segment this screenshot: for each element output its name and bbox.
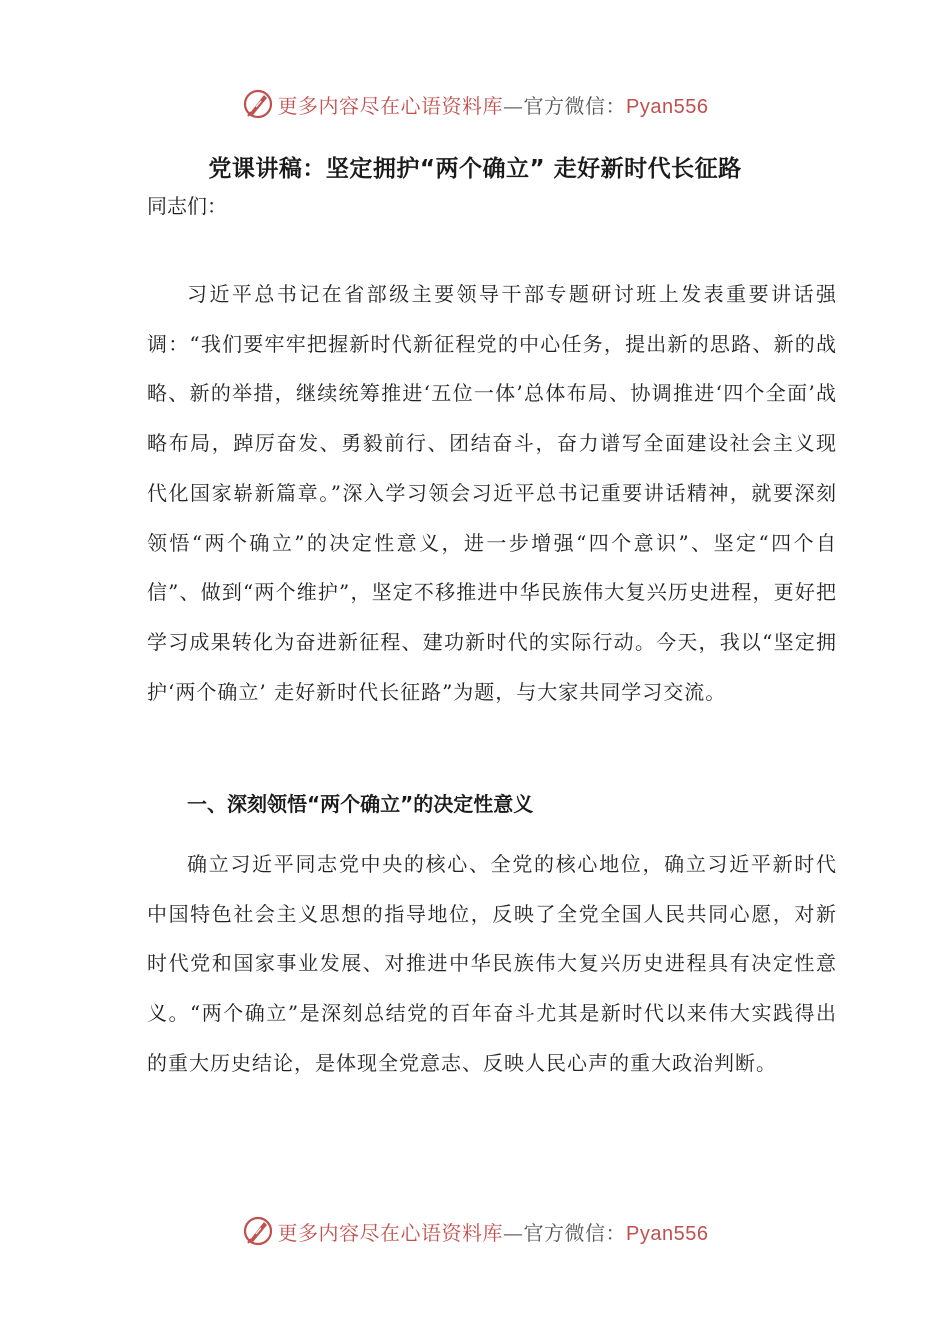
banner-slogan: 更多内容尽在心语资料库: [277, 93, 504, 118]
document-title: 党课讲稿：坚定拥护“两个确立” 走好新时代长征路: [208, 156, 742, 182]
banner-dash: —: [503, 93, 524, 118]
footer-banner: [0, 1211, 950, 1251]
greeting: 同志们：: [147, 194, 227, 218]
header-banner: [0, 84, 950, 124]
section-heading-1: 一、深刻领悟“两个确立”的决定性意义: [187, 792, 534, 816]
body-paragraph-1: 习近平总书记在省部级主要领导干部专题研讨班上发表重要讲话强调：“我们要牢牢把握新时代新征程党的中心任务，提出新的思路、新的战略、新的举措，继续统筹推进‘五位一体’总体布局、协调推进‘四个全面’战略布局，踔厉奋发、勇毅前行、团结奋斗，奋力谱写全面建设社会主义现代化国家崭新篇章。”深入学习领会习近平总书记重要讲话精神，就要深刻领悟“两个确立”的决定性意义，进一步增强“四个意识”、坚定“四个自信”、做到“两个维护”，坚定不移推进中华民族伟大复兴历史进程，更好把学习成果转化为奋进新征程、建功新时代的实际行动。今天，我以“坚定拥护‘两个确立’ 走好新时代长征路”为题，与大家共同学习交流。: [147, 282, 837, 704]
wechat-label: 官方微信：: [523, 93, 627, 118]
body-paragraph-2: 确立习近平同志党中央的核心、全党的核心地位，确立习近平新时代中国特色社会主义思想的指导地位，反映了全党全国人民共同心愿，对新时代党和国家事业发展、对推进中华民族伟大复兴历史进程具有决定性意义。“两个确立”是深刻总结党的百年奋斗尤其是新时代以来伟大实践得出的重大历史结论，是体现全党意志、反映人民心声的重大政治判断。: [147, 852, 837, 1075]
wechat-label: 官方微信：: [523, 1220, 627, 1245]
quill-pen-logo-icon: [242, 88, 274, 120]
quill-pen-logo-icon: [242, 1215, 274, 1247]
banner-text: [278, 1217, 709, 1246]
wechat-id: Pyan556: [626, 1222, 709, 1245]
banner-dash: —: [503, 1220, 524, 1245]
banner-text: [278, 90, 709, 119]
wechat-id: Pyan556: [626, 95, 709, 118]
banner-slogan: 更多内容尽在心语资料库: [277, 1220, 504, 1245]
